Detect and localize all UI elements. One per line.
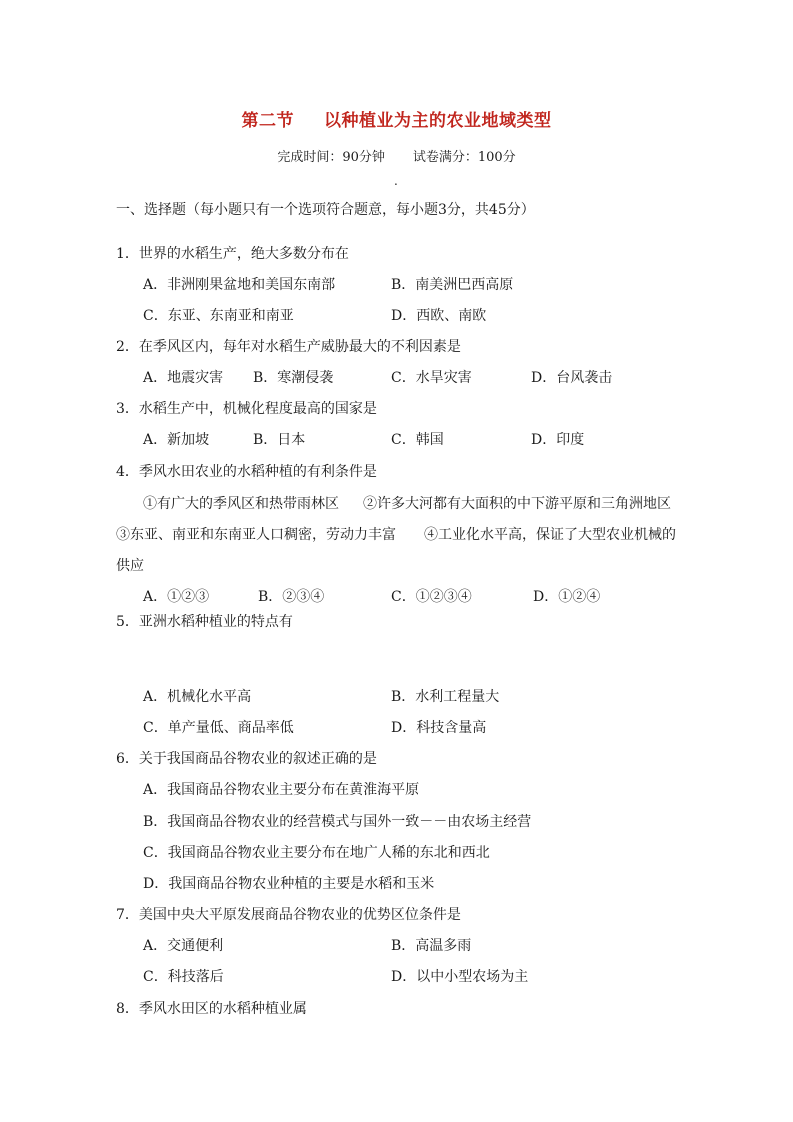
q3-option-a: A．新加坡 xyxy=(143,432,210,448)
q4-option-a: A．①②③ xyxy=(143,589,210,605)
exam-meta xyxy=(0,146,793,165)
q2-option-d: D．台风袭击 xyxy=(531,370,613,386)
q7-option-d: D．以中小型农场为主 xyxy=(391,969,529,985)
full-score: 试卷满分：100分 xyxy=(412,150,516,165)
q1-option-c: C．东亚、东南亚和南亚 xyxy=(143,308,294,324)
question-2-stem: 2．在季风区内，每年对水稻生产威胁最大的不利因素是 xyxy=(116,339,461,355)
q7-option-a: A．交通便利 xyxy=(143,938,224,954)
q4-statement-2: ②许多大河都有大面积的中下游平原和三角洲地区 xyxy=(363,496,671,512)
q3-option-b: B．日本 xyxy=(253,432,306,448)
stray-dot: . xyxy=(394,174,398,188)
question-1-stem: 1．世界的水稻生产，绝大多数分布在 xyxy=(116,246,349,262)
q5-option-b: B．水利工程量大 xyxy=(391,689,500,705)
question-5-stem: 5．亚洲水稻种植业的特点有 xyxy=(116,614,293,630)
title-section-number: 第二节 xyxy=(241,111,294,131)
q2-option-a: A．地震灾害 xyxy=(143,370,224,386)
q2-option-b: B．寒潮侵袭 xyxy=(253,370,334,386)
q4-option-b: B．②③④ xyxy=(258,589,325,605)
q4-statement-3: ③东亚、南亚和东南亚人口稠密，劳动力丰富 xyxy=(116,527,396,543)
q6-option-b: B．我国商品谷物农业的经营模式与国外一致－－由农场主经营 xyxy=(143,814,532,830)
title-section-name: 以种植业为主的农业地域类型 xyxy=(324,111,552,131)
q7-option-c: C．科技落后 xyxy=(143,969,224,985)
q1-option-a: A．非洲刚果盆地和美国东南部 xyxy=(143,277,336,293)
q3-option-c: C．韩国 xyxy=(391,432,444,448)
q5-option-c: C．单产量低、商品率低 xyxy=(143,720,294,736)
q6-option-a: A．我国商品谷物农业主要分布在黄淮海平原 xyxy=(143,782,420,798)
section-header: 一、选择题（每小题只有一个选项符合题意，每小题3分，共45分） xyxy=(116,202,535,218)
q6-option-c: C．我国商品谷物农业主要分布在地广人稀的东北和西北 xyxy=(143,845,490,861)
q2-option-c: C．水旱灾害 xyxy=(391,370,472,386)
q1-option-d: D．西欧、南欧 xyxy=(391,308,487,324)
q5-option-d: D．科技含量高 xyxy=(391,720,487,736)
q4-statement-1: ①有广大的季风区和热带雨林区 xyxy=(143,496,339,512)
q7-option-b: B．高温多雨 xyxy=(391,938,472,954)
q6-option-d: D．我国商品谷物农业种植的主要是水稻和玉米 xyxy=(143,876,435,892)
question-4-stem: 4．季风水田农业的水稻种植的有利条件是 xyxy=(116,464,377,480)
question-3-stem: 3．水稻生产中，机械化程度最高的国家是 xyxy=(116,401,377,417)
q4-statement-4: ④工业化水平高，保证了大型农业机械的 xyxy=(424,527,676,543)
q4-option-c: C．①②③④ xyxy=(391,589,472,605)
question-6-stem: 6．关于我国商品谷物农业的叙述正确的是 xyxy=(116,751,377,767)
q4-statement-4-continued: 供应 xyxy=(116,558,144,574)
question-7-stem: 7．美国中央大平原发展商品谷物农业的优势区位条件是 xyxy=(116,907,461,923)
completion-time: 完成时间：90分钟 xyxy=(277,150,385,165)
page-title xyxy=(0,106,793,131)
question-8-stem: 8．季风水田区的水稻种植业属 xyxy=(116,1001,307,1017)
q4-option-d: D．①②④ xyxy=(533,589,601,605)
q5-option-a: A．机械化水平高 xyxy=(143,689,252,705)
q1-option-b: B．南美洲巴西高原 xyxy=(391,277,514,293)
q3-option-d: D．印度 xyxy=(531,432,585,448)
